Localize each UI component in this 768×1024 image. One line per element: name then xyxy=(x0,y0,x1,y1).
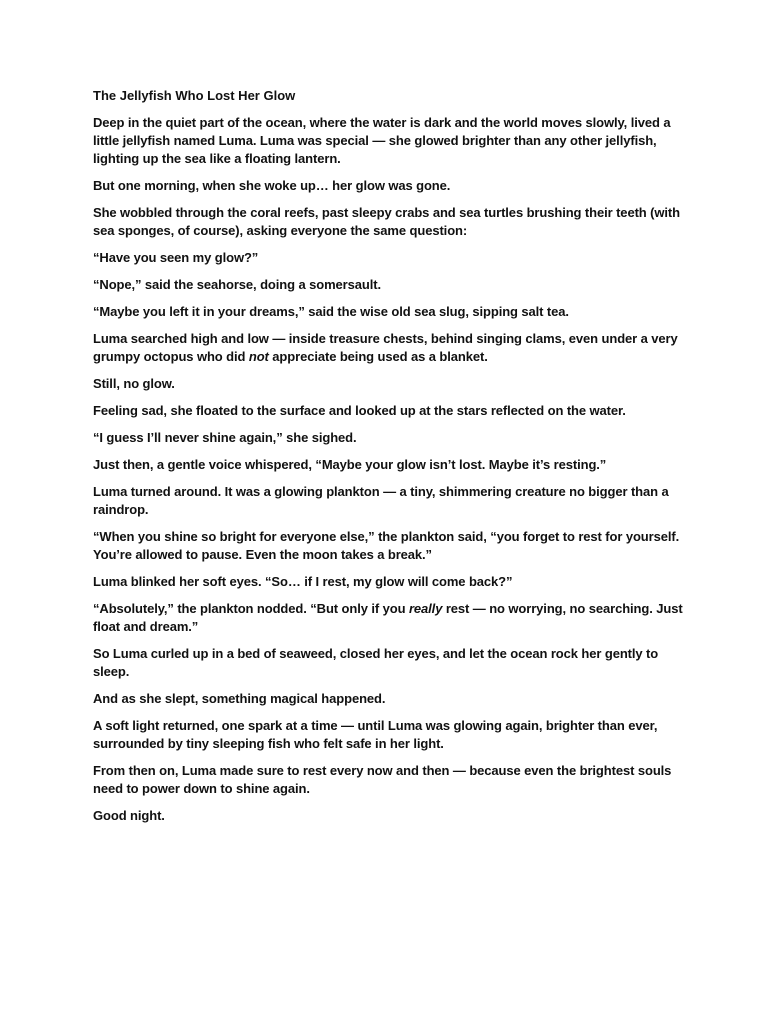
paragraph-text: Luma blinked her soft eyes. “So… if I rest, my glow will come back?” xyxy=(93,574,513,589)
paragraph-text: But one morning, when she woke up… her glow was gone. xyxy=(93,178,451,193)
emphasized-text: not xyxy=(248,349,269,364)
paragraph-text: And as she slept, something magical happened. xyxy=(93,691,386,706)
paragraph-text: Still, no glow. xyxy=(93,376,175,391)
paragraph-text: Luma turned around. It was a glowing plankton — a tiny, shimmering creature no bigger than a raindrop. xyxy=(93,484,669,517)
story-paragraph xyxy=(93,483,683,519)
story-paragraph xyxy=(93,456,683,474)
story-paragraph xyxy=(93,114,683,168)
story-paragraph xyxy=(93,177,683,195)
story-paragraph xyxy=(93,303,683,321)
story-paragraph xyxy=(93,762,683,798)
paragraph-text: Deep in the quiet part of the ocean, where the water is dark and the world moves slowly, lived a little jellyfish named Luma. Luma was special — she glowed brighter than any other jellyfish, lighting up the sea like a floating lantern. xyxy=(93,115,671,166)
emphasized-text: really xyxy=(408,601,443,616)
story-paragraph xyxy=(93,690,683,708)
paragraph-text: “I guess I’ll never shine again,” she sighed. xyxy=(93,430,357,445)
story-paragraph xyxy=(93,204,683,240)
paragraph-text: From then on, Luma made sure to rest every now and then — because even the brightest souls need to power down to shine again. xyxy=(93,763,672,796)
paragraph-text: So Luma curled up in a bed of seaweed, closed her eyes, and let the ocean rock her gently to sleep. xyxy=(93,646,659,679)
paragraph-text: rest — no worrying, no searching. Just float and dream.” xyxy=(93,601,683,634)
paragraph-text: Just then, a gentle voice whispered, “Maybe your glow isn’t lost. Maybe it’s resting.” xyxy=(93,457,607,472)
paragraph-text: “Absolutely,” the plankton nodded. “But only if you xyxy=(93,601,409,616)
story-paragraph xyxy=(93,375,683,393)
story-paragraph xyxy=(93,528,683,564)
story-paragraph xyxy=(93,645,683,681)
story-paragraph xyxy=(93,402,683,420)
paragraph-text: Feeling sad, she floated to the surface and looked up at the stars reflected on the water. xyxy=(93,403,626,418)
paragraph-text: “Nope,” said the seahorse, doing a somersault. xyxy=(93,277,381,292)
paragraph-text: Luma searched high and low — inside treasure chests, behind singing clams, even under a very grumpy octopus who did xyxy=(93,331,678,364)
story-paragraph xyxy=(93,429,683,447)
paragraph-text: appreciate being used as a blanket. xyxy=(268,349,488,364)
story-paragraph xyxy=(93,717,683,753)
story-title: The Jellyfish Who Lost Her Glow xyxy=(93,88,296,103)
paragraph-text: “Maybe you left it in your dreams,” said the wise old sea slug, sipping salt tea. xyxy=(93,304,569,319)
paragraph-text: “When you shine so bright for everyone else,” the plankton said, “you forget to rest for yourself. You’re allowed to pause. Even the moon takes a break.” xyxy=(93,529,680,562)
story-paragraph xyxy=(93,276,683,294)
document-page xyxy=(93,87,683,834)
paragraph-text: “Have you seen my glow?” xyxy=(93,250,259,265)
story-paragraph xyxy=(93,249,683,267)
paragraph-text: A soft light returned, one spark at a time — until Luma was glowing again, brighter than ever, surrounded by tiny sleeping fish who felt safe in her light. xyxy=(93,718,658,751)
story-paragraph xyxy=(93,330,683,366)
story-body xyxy=(93,114,683,825)
paragraph-text: Good night. xyxy=(93,808,165,823)
story-paragraph xyxy=(93,573,683,591)
paragraph-text: She wobbled through the coral reefs, past sleepy crabs and sea turtles brushing their teeth (with sea sponges, of course), asking everyone the same question: xyxy=(93,205,680,238)
story-paragraph xyxy=(93,600,683,636)
story-paragraph xyxy=(93,807,683,825)
